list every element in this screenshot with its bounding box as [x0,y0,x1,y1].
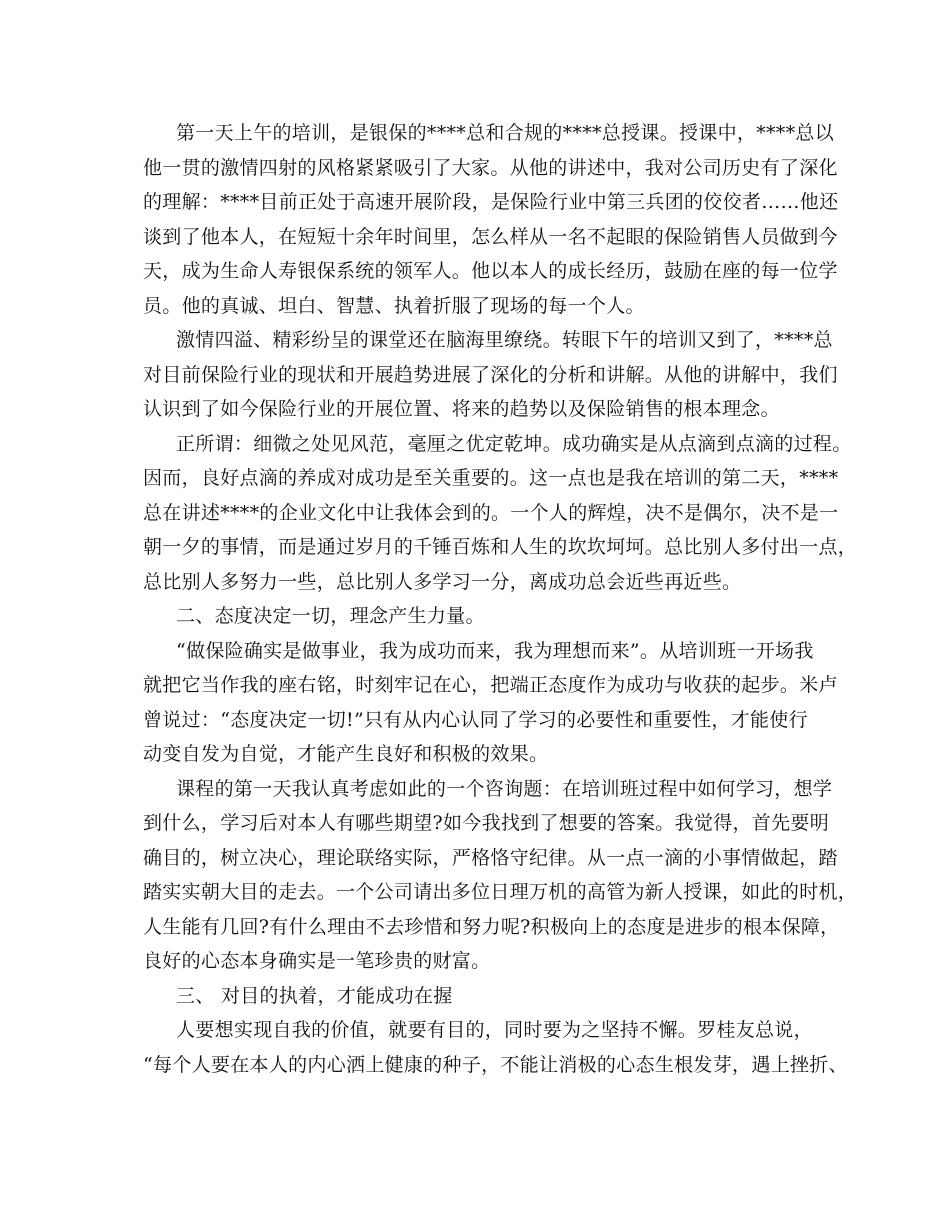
text-line: “每个人要在本人的内心洒上健康的种子，不能让消极的心态生根发芽，遇上挫折、 [143,1053,848,1076]
text-line: 到什么，学习后对本人有哪些期望?如今我找到了想要的答案。我觉得，首先要明 [143,812,829,834]
text-line: 二、态度决定一切，理念产生力量。 [176,605,485,627]
text-line: 的理解：****目前正处于高速开展阶段，是保险行业中第三兵团的佼佼者……他还 [143,191,839,213]
text-line: 因而，良好点滴的养成对成功是至关重要的。这一点也是我在培训的第二天，**** [143,467,839,489]
document-body [143,116,858,1082]
text-line: 确目的，树立决心，理论联络实际，严格恪守纪律。从一点一滴的小事情做起，踏 [143,846,838,869]
text-line: 他一贯的激情四射的风格紧紧吸引了大家。从他的讲述中，我对公司历史有了深化 [143,156,838,179]
text-line: 正所谓：细微之处见风范，毫厘之优定乾坤。成功确实是从点滴到点滴的过程。 [176,432,852,455]
text-line: 第一天上午的培训，是银保的****总和合规的****总授课。授课中，****总以 [176,122,835,144]
text-line: 就把它当作我的座右铭，时刻牢记在心，把端正态度作为成功与收获的起步。米卢 [143,674,838,696]
text-line: 员。他的真诚、坦白、智慧、执着折服了现场的每一个人。 [143,294,645,317]
text-line: 曾说过：“态度决定一切!”只有从内心认同了学习的必要性和重要性，才能使行 [143,708,808,731]
text-line: 课程的第一天我认真考虑如此的一个咨询题：在培训班过程中如何学习，想学 [176,777,833,800]
text-line: 动变自发为自觉，才能产生良好和积极的效果。 [143,743,549,765]
text-line: 人生能有几回?有什么理由不去珍惜和努力呢?积极向上的态度是进步的根本保障， [143,915,840,938]
text-line: “做保险确实是做事业，我为成功而来，我为理想而来”。从培训班一开场我 [176,639,814,662]
text-line: 认识到了如今保险行业的开展位置、将来的趋势以及保险销售的根本理念。 [143,398,780,420]
text-line: 踏实实朝大目的走去。一个公司请出多位日理万机的高管为新人授课，如此的时机， [143,881,858,903]
text-line: 天，成为生命人寿银保系统的领军人。他以本人的成长经历，鼓励在座的每一位学 [143,260,838,282]
text-line: 激情四溢、精彩纷呈的课堂还在脑海里缭绕。转眼下午的培训又到了，****总 [176,329,833,351]
text-line: 谈到了他本人，在短短十余年时间里，怎么样从一名不起眼的保险销售人员做到今 [143,225,838,248]
text-line: 人要想实现自我的价值，就要有目的，同时要为之坚持不懈。罗桂友总说， [176,1019,813,1041]
text-line: 朝一夕的事情，而是通过岁月的千锤百炼和人生的坎坎坷坷。总比别人多付出一点， [143,536,858,558]
text-line: 良好的心态本身确实是一笔珍贵的财富。 [143,950,491,972]
text-line: 对目前保险行业的现状和开展趋势进展了深化的分析和讲解。从他的讲解中，我们 [143,363,838,386]
text-line: 总在讲述****的企业文化中让我体会到的。一个人的辉煌，决不是偶尔，决不是一 [143,501,839,524]
text-line: 总比别人多努力一些，总比别人多学习一分，离成功总会近些再近些。 [143,570,742,593]
text-line: 三、 对目的执着，才能成功在握 [176,984,453,1007]
